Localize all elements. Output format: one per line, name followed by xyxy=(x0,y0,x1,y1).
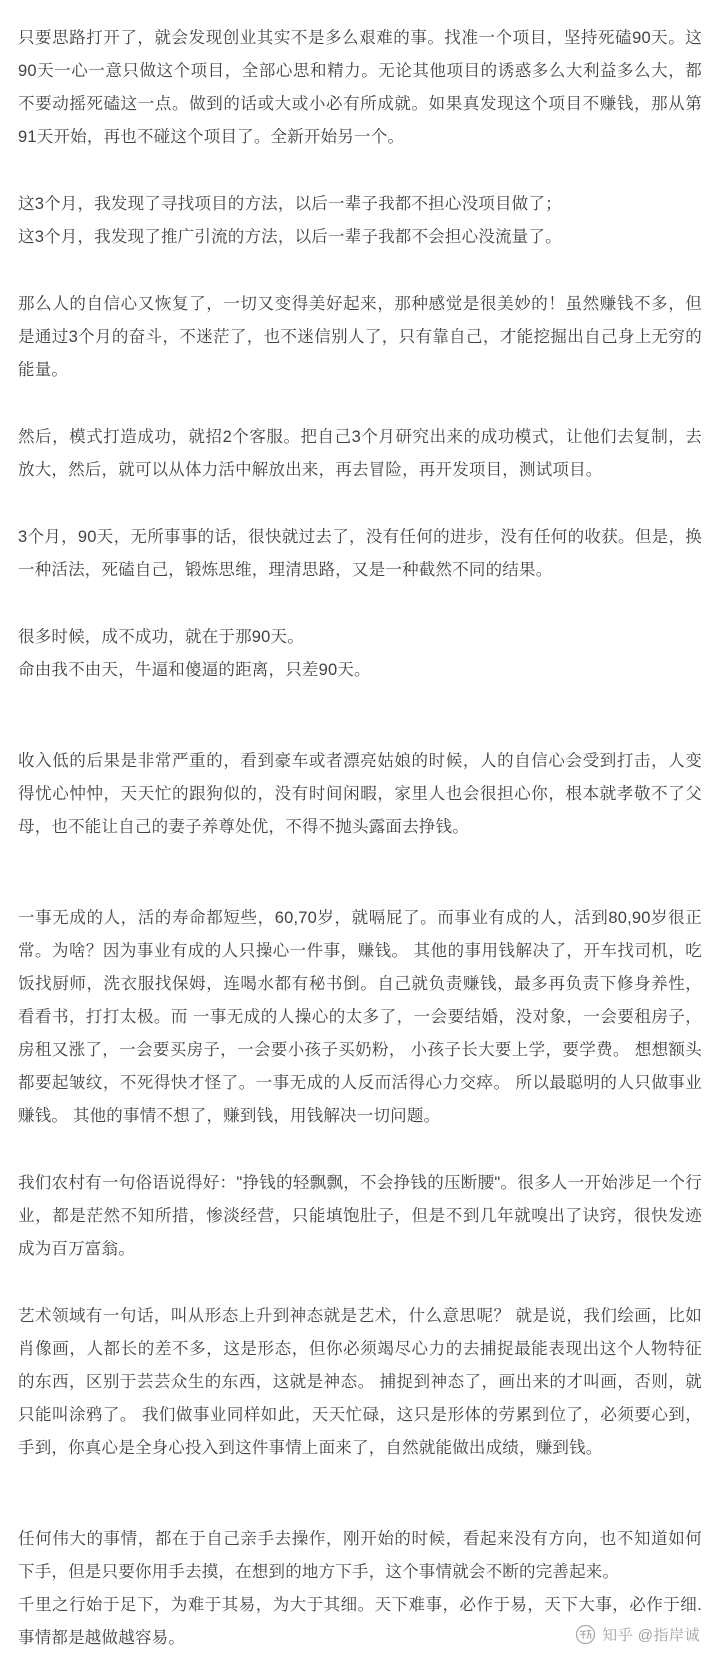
paragraph-block xyxy=(18,521,702,587)
zhihu-logo-icon xyxy=(576,1625,595,1644)
paragraph-block xyxy=(18,745,702,844)
spacer xyxy=(18,178,702,188)
paragraph-text: 这3个月，我发现了寻找项目的方法，以后一辈子我都不担心没项目做了； xyxy=(18,195,562,213)
spacer xyxy=(18,411,702,421)
spacer xyxy=(18,1157,702,1167)
paragraph-block xyxy=(18,1300,702,1465)
section-separator xyxy=(18,711,702,745)
paragraph-text: 很多时候，成不成功，就在于那90天。 xyxy=(18,628,304,646)
watermark xyxy=(576,1624,700,1645)
section-separator xyxy=(18,1489,702,1523)
paragraph-text: 我们农村有一句俗语说得好："挣钱的轻飘飘，不会挣钱的压断腰"。很多人一开始涉足一个行业，都是茫然不知所措，惨淡经营，只能填饱肚子，但是不到几年就嗅出了诀窍，很快发迹成为百万富翁。 xyxy=(18,1174,702,1258)
paragraph-text: 艺术领域有一句话，叫从形态上升到神态就是艺术，什么意思呢？ 就是说，我们绘画，比如肖像画，人都长的差不多，这是形态，但你必须竭尽心力的去捕捉最能表现出这个人物特征的东西，区别于芸芸众生的东西，这就是神态。 捕捉到神态了，画出来的才叫画，否则，就只能叫涂鸦了。 我们做事业同样如此，天天忙碌，这只是形体的劳累到位了，必须要心到，手到，你真心是全身心投入到这件事情上面来了，自然就能做出成绩，赚到钱。 xyxy=(18,1307,702,1457)
paragraph-text: 然后，模式打造成功，就招2个客服。把自己3个月研究出来的成功模式，让他们去复制，去放大，然后，就可以从体力活中解放出来，再去冒险，再开发项目，测试项目。 xyxy=(18,428,702,479)
paragraph-text: 3个月，90天，无所事事的话，很快就过去了，没有任何的进步，没有任何的收获。但是，换一种活法，死磕自己，锻炼思维，理清思路，又是一种截然不同的结果。 xyxy=(18,528,702,579)
spacer xyxy=(18,1290,702,1300)
paragraph-block xyxy=(18,22,702,154)
paragraph-text: 命由我不由天，牛逼和傻逼的距离，只差90天。 xyxy=(18,661,371,679)
paragraph-text: 那么人的自信心又恢复了，一切又变得美好起来，那种感觉是很美妙的！虽然赚钱不多，但是通过3个月的奋斗，不迷茫了，也不迷信别人了，只有靠自己，才能挖掘出自己身上无穷的能量。 xyxy=(18,295,702,379)
paragraph-block xyxy=(18,902,702,1133)
paragraph-block xyxy=(18,621,702,687)
section-separator xyxy=(18,868,702,902)
paragraph-text: 只要思路打开了，就会发现创业其实不是多么艰难的事。找准一个项目，坚持死磕90天。这90天一心一意只做这个项目，全部心思和精力。无论其他项目的诱惑多么大利益多么大，都不要动摇死磕这一点。做到的话或大或小必有所成就。如果真发现这个项目不赚钱，那从第91天开始，再也不碰这个项目了。全新开始另一个。 xyxy=(18,29,702,146)
paragraph-block xyxy=(18,1167,702,1266)
paragraph-text: 这3个月，我发现了推广引流的方法，以后一辈子我都不会担心没流量了。 xyxy=(18,228,562,246)
spacer xyxy=(18,278,702,288)
spacer xyxy=(18,511,702,521)
watermark-text: 知乎 @指岸诚 xyxy=(602,1627,700,1644)
paragraph-block xyxy=(18,288,702,387)
spacer xyxy=(18,611,702,621)
paragraph-block xyxy=(18,188,702,254)
paragraph-block xyxy=(18,421,702,487)
paragraph-text: 千里之行始于足下，为难于其易，为大于其细。天下难事，必作于易，天下大事，必作于细.事情都是越做越容易。 xyxy=(18,1596,702,1647)
paragraph-text: 一事无成的人，活的寿命都短些，60,70岁，就嗝屁了。而事业有成的人，活到80,90岁很正常。为啥？因为事业有成的人只操心一件事，赚钱。 其他的事用钱解决了，开车找司机，吃饭找厨师，洗衣服找保姆，连喝水都有秘书倒。自己就负责赚钱，最多再负责下修身养性，看看书，打打太极。而 一事无成的人操心的太多了，一会要结婚，没对象，一会要租房子，房租又涨了，一会要买房子，一会要小孩子买奶粉， 小孩子长大要上学，要学费。 想想额头都要起皱纹，不死得快才怪了。一事无成的人反而活得心力交瘁。 所以最聪明的人只做事业赚钱。 其他的事情不想了，赚到钱，用钱解决一切问题。 xyxy=(18,909,702,1125)
paragraph-text: 任何伟大的事情，都在于自己亲手去操作，刚开始的时候，看起来没有方向，也不知道如何下手，但是只要你用手去摸，在想到的地方下手，这个事情就会不断的完善起来。 xyxy=(18,1530,702,1581)
paragraph-text: 收入低的后果是非常严重的，看到豪车或者漂亮姑娘的时候，人的自信心会受到打击，人变得忧心忡忡，天天忙的跟狗似的，没有时间闲暇，家里人也会很担心你，根本就孝敬不了父母，也不能让自己的妻子养尊处优，不得不抛头露面去挣钱。 xyxy=(18,752,702,836)
